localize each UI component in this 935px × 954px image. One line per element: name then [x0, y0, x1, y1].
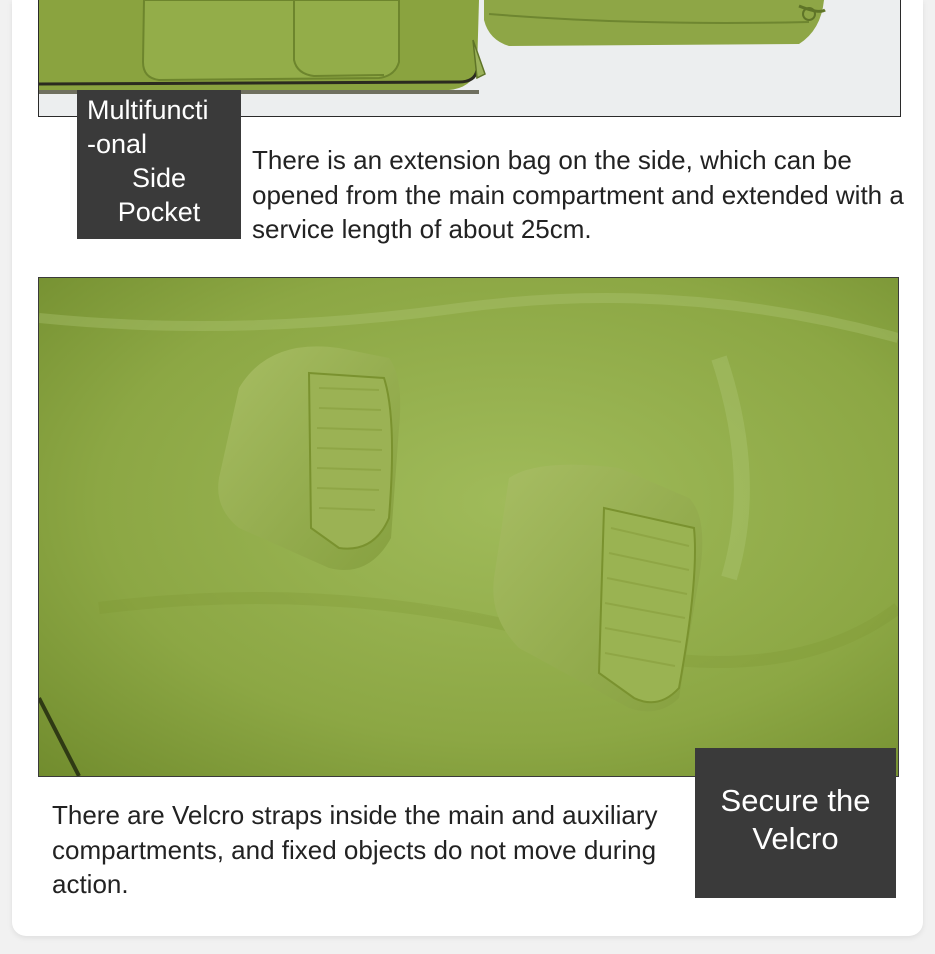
velcro-description: There are Velcro straps inside the main and auxiliary compartments, and fixed objects do not move during action. — [52, 800, 658, 899]
label-line: Velcro — [752, 821, 839, 856]
side-pocket-description: There is an extension bag on the side, which can be opened from the main compartment and extended with a service length of about 25cm. — [252, 145, 904, 244]
label-line: Secure the — [720, 783, 871, 818]
label-line: Multifuncti — [87, 95, 209, 125]
velcro-straps-illustration — [39, 278, 898, 776]
label-line: -onal — [87, 129, 148, 159]
velcro-label — [695, 748, 896, 898]
label-line: Pocket — [117, 197, 201, 227]
side-pocket-label — [77, 90, 241, 239]
velcro-straps-photo — [38, 277, 899, 777]
label-line: Side — [131, 163, 187, 193]
